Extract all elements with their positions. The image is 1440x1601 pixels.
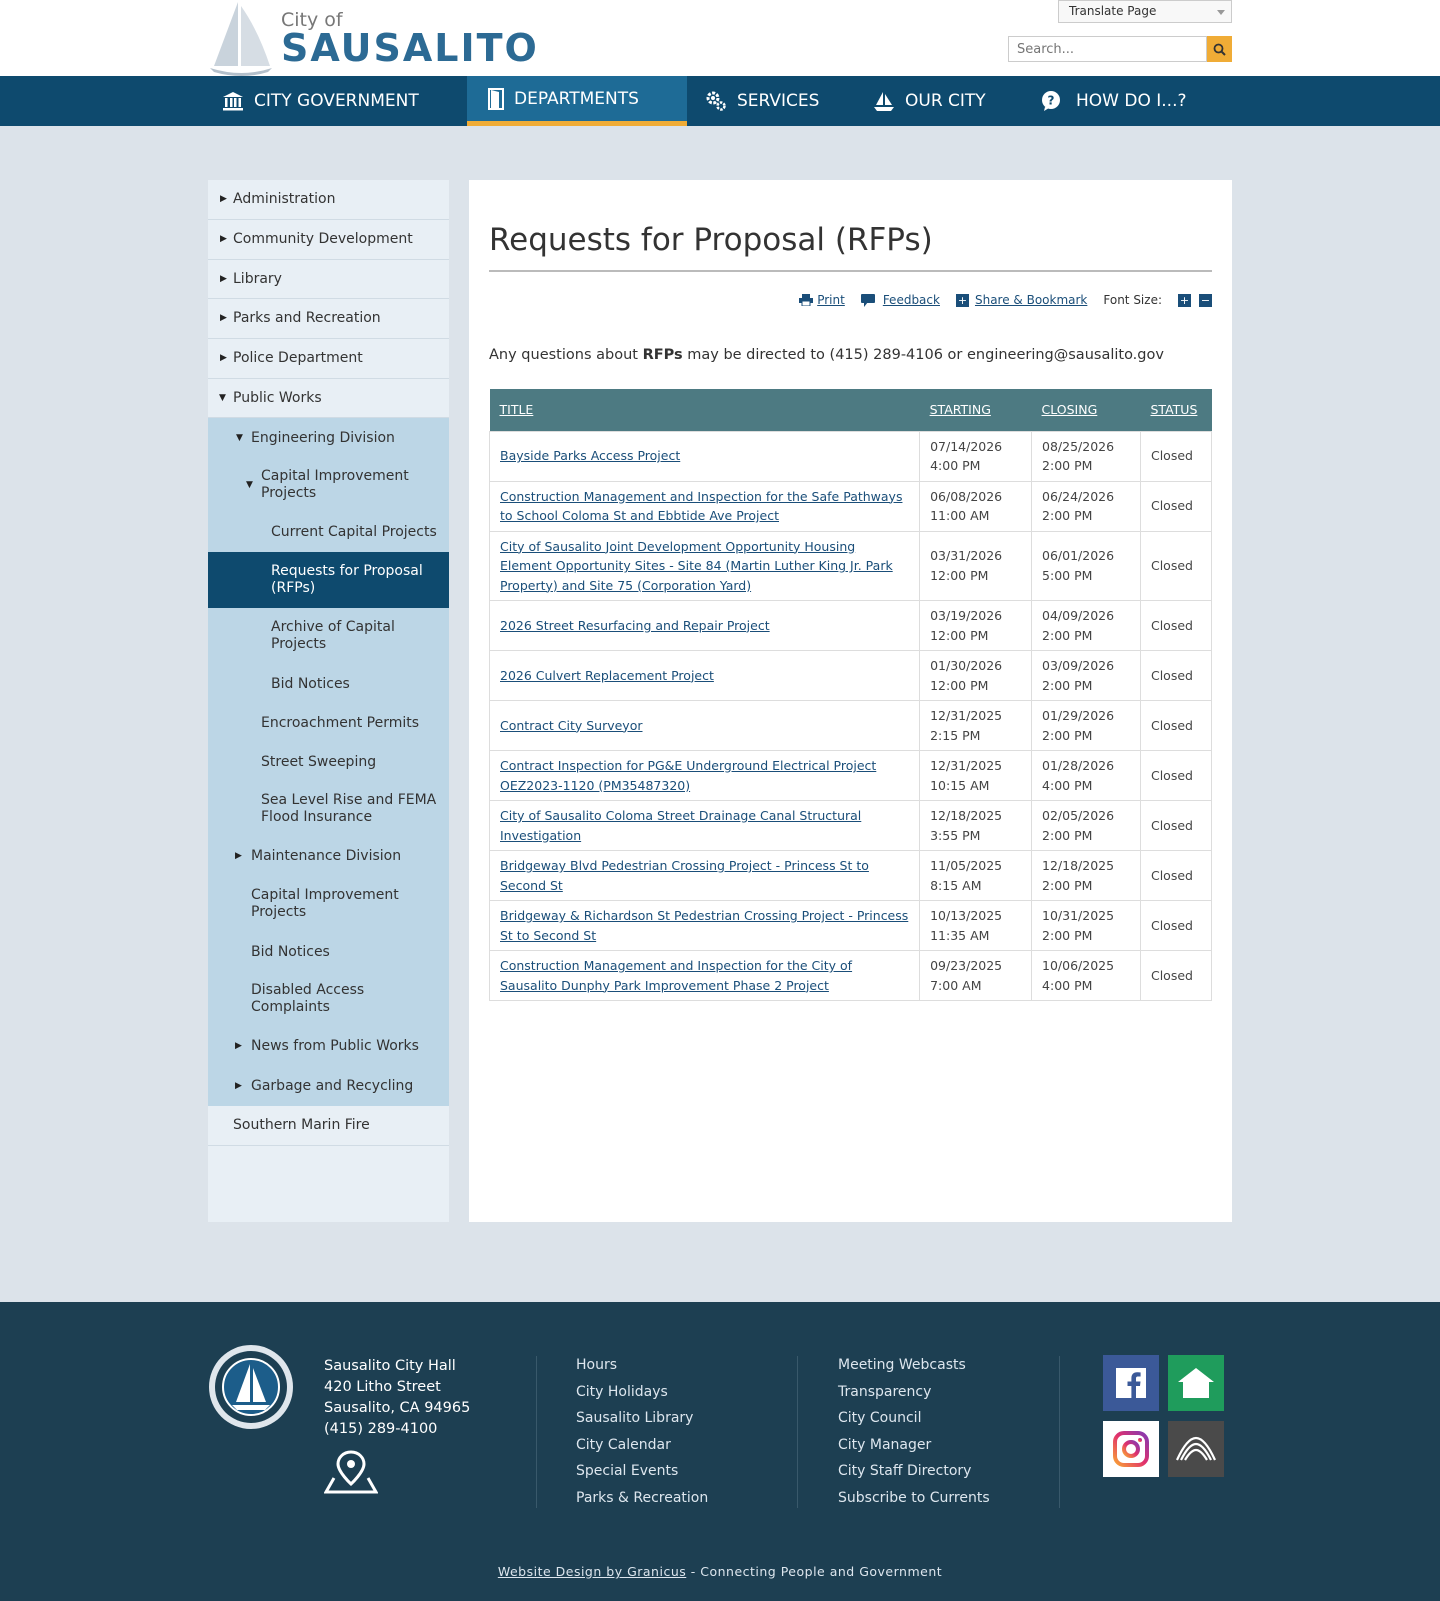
sidebar-item-engineering-division[interactable] [208,418,449,458]
start-time: 11:00 AM [930,508,990,523]
rfp-status-cell: Closed [1140,431,1211,481]
sidebar-item-label: Requests for Proposal (RFPs) [271,563,423,596]
close-date: 01/29/2026 [1042,708,1115,723]
rfp-title-cell [490,951,920,1001]
close-time: 2:00 PM [1042,877,1093,893]
plus-box-icon: + [957,293,968,307]
instagram-icon [1112,1430,1150,1468]
sailboat-logo-icon [208,0,274,76]
sidebar-item-label: Administration [233,191,336,207]
search-icon [1213,43,1226,56]
footer-link-special-events[interactable]: Special Events [576,1463,679,1479]
close-date: 12/18/2025 [1042,858,1115,873]
sidebar-item-label: Police Department [233,350,363,366]
rfp-title-cell [490,481,920,531]
column-header-starting[interactable]: STARTING [920,389,1032,431]
start-date: 12/18/2025 [930,808,1003,823]
rfp-status-cell: Closed [1140,951,1211,1001]
close-time: 2:00 PM [1042,927,1093,943]
main-navigation [0,76,1440,126]
rfp-title-link[interactable]: Contract City Surveyor [500,717,643,733]
rfp-closing-cell [1032,701,1141,751]
start-time: 3:55 PM [930,827,981,843]
rfp-closing-cell [1032,481,1141,531]
table-row [490,801,1212,851]
question-icon [1040,90,1062,112]
share-bookmark-link[interactable] [956,293,1087,307]
sidebar-item-label: Encroachment Permits [261,714,420,731]
rfp-closing-cell [1032,601,1141,651]
address-line: Sausalito City Hall [324,1358,456,1374]
footer-link-city-council[interactable]: City Council [838,1410,922,1426]
sidebar-item-label: Street Sweeping [261,753,377,770]
house-icon [1176,1366,1216,1400]
footer-link-meeting-webcasts[interactable]: Meeting Webcasts [838,1357,966,1373]
sidebar-item-public-works[interactable] [208,379,449,418]
rfp-closing-cell [1032,851,1141,901]
sidebar-item-news-from-public-works[interactable] [208,1026,449,1066]
facebook-button[interactable] [1103,1355,1159,1411]
search-button[interactable] [1207,36,1232,62]
rfp-status-cell: Closed [1140,801,1211,851]
speech-bubble-icon [861,294,875,307]
rfp-title-cell [490,431,920,481]
sidebar-item-bid-notices[interactable] [208,664,449,704]
close-date: 04/09/2026 [1042,608,1115,623]
sidebar-item-label: Archive of Capital Projects [271,619,395,652]
gears-icon [705,90,727,112]
credit-tagline: - Connecting People and Government [686,1564,943,1579]
site-footer [0,1302,1440,1601]
start-date: 01/30/2026 [930,658,1003,673]
chevron-down-icon [1217,10,1225,15]
caret-right-icon: ▶ [235,850,242,861]
sidebar-item-sea-level-rise[interactable] [208,782,449,836]
nav-label: DEPARTMENTS [514,88,639,109]
rfp-closing-cell [1032,801,1141,851]
main-content [469,180,1232,1222]
close-date: 03/09/2026 [1042,658,1115,673]
rfp-closing-cell [1032,901,1141,951]
close-time: 2:00 PM [1042,627,1093,643]
sidebar-item-label: Disabled Access Complaints [251,982,365,1015]
close-time: 2:00 PM [1042,727,1093,743]
nav-label: HOW DO I...? [1076,91,1187,111]
svg-text:?: ? [1047,93,1055,108]
close-date: 06/24/2026 [1042,488,1115,504]
footer-divider [536,1356,537,1508]
door-icon [488,88,504,110]
footer-link-city-staff-directory[interactable]: City Staff Directory [838,1463,972,1479]
rfp-starting-cell [920,951,1032,1001]
close-time: 2:00 PM [1042,827,1093,843]
rfp-starting-cell [920,901,1032,951]
close-date: 10/31/2025 [1042,908,1115,923]
rfp-table [489,389,1212,1001]
address-line: 420 Litho Street [324,1379,441,1395]
footer-credit [0,1564,1440,1579]
footer-link-city-manager[interactable]: City Manager [838,1436,932,1453]
sidebar-item-label: Public Works [233,389,322,406]
sidebar-item-parks-and-recreation[interactable] [208,299,449,339]
sidebar-item-label: Capital Improvement Projects [261,468,409,501]
logo-sausalito: SAUSALITO [281,26,539,70]
start-date: 12/31/2025 [930,708,1003,723]
address-phone: (415) 289-4100 [324,1421,438,1437]
start-date: 09/23/2025 [930,958,1003,973]
footer-links-column-1 [576,1352,708,1511]
sidebar-item-label: Community Development [233,231,413,247]
close-time: 2:00 PM [1042,508,1093,523]
feedback-label: Feedback [882,293,940,307]
column-header-status[interactable]: STATUS [1140,389,1211,431]
rfp-starting-cell [920,601,1032,651]
caret-right-icon: ▶ [220,194,227,204]
address-line: Sausalito, CA 94965 [324,1400,471,1416]
sidebar-item-label: News from Public Works [251,1037,419,1054]
rfp-status-cell: Closed [1140,601,1211,651]
close-date: 08/25/2026 [1042,438,1115,454]
sidebar-item-capital-improvement-projects-2[interactable] [208,876,449,932]
column-header-title[interactable]: TITLE [490,389,920,431]
sidebar-item-administration[interactable] [208,180,449,220]
title-divider [489,270,1212,272]
rfp-status-cell: Closed [1140,531,1211,601]
start-time: 12:00 PM [930,627,989,643]
close-time: 5:00 PM [1042,567,1093,583]
nav-services[interactable] [705,76,850,126]
caret-right-icon: ▶ [220,234,227,244]
sidebar-item-label: Capital Improvement Projects [251,887,399,920]
nav-label: SERVICES [737,91,820,111]
start-date: 06/08/2026 [930,488,1003,504]
printer-icon [799,294,813,306]
caret-down-icon: ▼ [219,392,226,403]
table-row [490,431,1212,481]
facebook-icon [1116,1368,1146,1398]
footer-link-transparency[interactable]: Transparency [838,1383,932,1400]
sidebar-item-maintenance-division[interactable] [208,836,449,876]
sidebar-item-label: Southern Marin Fire [233,1117,370,1133]
sidebar-item-bid-notices-2[interactable] [208,932,449,972]
translate-label: Translate Page [1069,4,1157,18]
start-time: 4:00 PM [930,458,981,473]
close-time: 2:00 PM [1042,677,1093,693]
font-size-control [1103,293,1212,307]
caret-down-icon: ▼ [246,479,253,490]
start-date: 10/13/2025 [930,908,1003,923]
sidebar-item-garbage-and-recycling[interactable] [208,1066,449,1106]
sidebar-item-label: Current Capital Projects [271,523,437,540]
rfp-status-cell: Closed [1140,701,1211,751]
start-time: 11:35 AM [930,927,990,943]
search-input[interactable] [1008,36,1207,62]
building-icon [222,91,244,111]
rfp-closing-cell [1032,431,1141,481]
footer-links-column-2 [838,1352,990,1511]
close-date: 10/06/2025 [1042,958,1115,973]
start-date: 03/19/2026 [930,608,1003,623]
table-row [490,851,1212,901]
caret-down-icon: ▼ [236,432,243,443]
font-increase-button[interactable]: + [1179,293,1190,307]
granicus-button[interactable] [1168,1421,1224,1477]
rfp-title-link[interactable]: Bridgeway Blvd Pedestrian Crossing Project - Princess St to Second St [500,858,869,893]
sidebar-item-encroachment-permits[interactable] [208,704,449,742]
rfp-title-link[interactable]: Construction Management and Inspection for the City of Sausalito Dunphy Park Improvement Phase 2 Project [500,958,853,993]
print-link[interactable] [799,293,845,307]
start-time: 12:00 PM [930,567,989,583]
rfp-starting-cell [920,701,1032,751]
logo-city-of: City of [281,9,343,31]
table-row [490,481,1212,531]
start-time: 12:00 PM [930,677,989,693]
rfp-title-cell [490,751,920,801]
table-row [490,751,1212,801]
sidebar-item-street-sweeping[interactable] [208,742,449,782]
translate-dropdown[interactable] [1058,0,1232,23]
footer-divider [797,1356,798,1508]
caret-right-icon: ▶ [235,1040,242,1051]
sidebar-item-current-capital-projects[interactable] [208,512,449,552]
font-size-label: Font Size: [1103,293,1162,307]
rfp-title-cell [490,601,920,651]
close-time: 4:00 PM [1042,977,1093,993]
footer-link-subscribe-to-currents[interactable]: Subscribe to Currents [838,1489,990,1506]
close-date: 06/01/2026 [1042,548,1115,564]
footer-link-hours[interactable]: Hours [576,1357,618,1373]
sidebar-item-disabled-access-complaints[interactable] [208,972,449,1026]
nav-label: OUR CITY [905,91,986,111]
table-row [490,901,1212,951]
rfp-title-link[interactable]: 2026 Culvert Replacement Project [500,667,714,683]
nav-city-government[interactable] [222,76,467,126]
footer-link-city-holidays[interactable]: City Holidays [576,1383,668,1400]
city-hall-address [324,1356,470,1440]
caret-right-icon: ▶ [235,1080,242,1091]
sidebar-item-community-development[interactable] [208,220,449,260]
feedback-link[interactable] [861,293,940,307]
rfp-title-link[interactable]: City of Sausalito Joint Development Opportunity Housing Element Opportunity Sites - Site 84 (Martin Luther King Jr. Park Property) and Site 75 (Corporation Yard) [500,538,893,593]
map-pin-icon[interactable] [324,1450,378,1494]
sidebar-item-library[interactable] [208,260,449,299]
footer-link-parks-recreation[interactable]: Parks & Recreation [576,1489,709,1506]
rfp-closing-cell [1032,751,1141,801]
instagram-button[interactable] [1103,1421,1159,1477]
intro-before: Any questions about [489,347,643,363]
table-header-row [490,389,1212,431]
city-logo[interactable] [208,0,539,76]
page-title: Requests for Proposal (RFPs) [489,222,933,258]
nav-label: CITY GOVERNMENT [254,91,419,111]
nextdoor-button[interactable] [1168,1355,1224,1411]
rfp-title-cell [490,901,920,951]
sidebar-item-label: Parks and Recreation [233,310,381,326]
sidebar-item-police-department[interactable] [208,339,449,379]
nav-our-city[interactable] [873,76,1018,126]
sidebar-item-archive-of-capital-projects[interactable] [208,608,449,664]
start-date: 03/31/2026 [930,548,1003,564]
start-time: 10:15 AM [930,777,990,793]
rfp-title-link[interactable]: Construction Management and Inspection for the Safe Pathways to School Coloma St and Ebbtide Ave Project [500,488,903,523]
rfp-title-cell [490,531,920,601]
nav-departments[interactable] [467,76,687,126]
start-time: 2:15 PM [930,727,981,743]
bridge-icon [1175,1434,1217,1464]
rfp-title-cell [490,651,920,701]
close-date: 01/28/2026 [1042,758,1115,773]
footer-divider [1059,1356,1060,1508]
close-time: 4:00 PM [1042,777,1093,793]
rfp-title-link[interactable]: Contract Inspection for PG&E Underground Electrical Project OEZ2023-1120 (PM35487320) [500,758,877,793]
close-date: 02/05/2026 [1042,808,1115,823]
rfp-starting-cell [920,801,1032,851]
intro-after: may be directed to (415) 289-4106 or engineering@sausalito.gov [682,347,1164,363]
site-header [0,0,1440,76]
table-row [490,651,1212,701]
page-tools [799,293,1212,307]
rfp-status-cell: Closed [1140,901,1211,951]
city-seal-icon [208,1344,294,1430]
nav-how-do-i[interactable] [1040,76,1220,126]
intro-bold: RFPs [642,347,683,363]
sidebar-item-label: Sea Level Rise and FEMA Flood Insurance [261,792,437,825]
table-row [490,951,1212,1001]
print-label: Print [817,293,845,307]
font-decrease-button[interactable]: − [1200,293,1211,307]
rfp-status-cell: Closed [1140,651,1211,701]
start-date: 12/31/2025 [930,758,1003,773]
sidebar-item-requests-for-proposal[interactable] [208,552,449,608]
start-date: 11/05/2025 [930,858,1003,873]
rfp-closing-cell [1032,651,1141,701]
rfp-starting-cell [920,651,1032,701]
sailboat-icon [873,90,895,112]
rfp-title-cell [490,701,920,751]
column-header-closing[interactable]: CLOSING [1032,389,1141,431]
start-date: 07/14/2026 [930,438,1003,454]
rfp-title-link[interactable]: Bridgeway & Richardson St Pedestrian Crossing Project - Princess St to Second St [500,908,909,943]
sidebar-item-label: Garbage and Recycling [251,1077,414,1094]
rfp-title-link[interactable]: City of Sausalito Coloma Street Drainage Canal Structural Investigation [500,808,862,843]
rfp-status-cell: Closed [1140,751,1211,801]
footer-link-sausalito-library[interactable]: Sausalito Library [576,1410,694,1426]
sidebar-item-label: Bid Notices [271,675,350,692]
sidebar-item-label: Maintenance Division [251,847,402,864]
caret-right-icon: ▶ [220,273,227,284]
share-label: Share & Bookmark [974,293,1088,307]
granicus-credit-link[interactable]: Website Design by Granicus [497,1564,687,1579]
sidebar-item-label: Engineering Division [251,429,395,446]
rfp-status-cell: Closed [1140,851,1211,901]
sidebar-item-label: Bid Notices [251,943,330,960]
sidebar-item-southern-marin-fire[interactable] [208,1106,449,1146]
rfp-title-link[interactable]: Bayside Parks Access Project [500,448,681,464]
table-row [490,701,1212,751]
rfp-starting-cell [920,851,1032,901]
rfp-starting-cell [920,431,1032,481]
start-time: 8:15 AM [930,877,982,893]
sidebar-item-label: Library [233,270,282,287]
footer-link-city-calendar[interactable]: City Calendar [576,1436,671,1453]
rfp-starting-cell [920,481,1032,531]
rfp-closing-cell [1032,951,1141,1001]
rfp-closing-cell [1032,531,1141,601]
rfp-title-link[interactable]: 2026 Street Resurfacing and Repair Project [500,617,770,633]
close-time: 2:00 PM [1042,458,1093,473]
rfp-table-body [490,431,1212,1001]
caret-right-icon: ▶ [220,353,227,363]
caret-right-icon: ▶ [220,313,227,323]
rfp-starting-cell [920,751,1032,801]
table-row [490,531,1212,601]
sidebar-item-capital-improvement-projects[interactable] [208,458,449,512]
rfp-starting-cell [920,531,1032,601]
table-row [490,601,1212,651]
sidebar-navigation [208,180,449,1222]
rfp-status-cell: Closed [1140,481,1211,531]
rfp-title-cell [490,851,920,901]
rfp-title-cell [490,801,920,851]
start-time: 7:00 AM [930,977,982,993]
intro-text [489,347,1164,363]
